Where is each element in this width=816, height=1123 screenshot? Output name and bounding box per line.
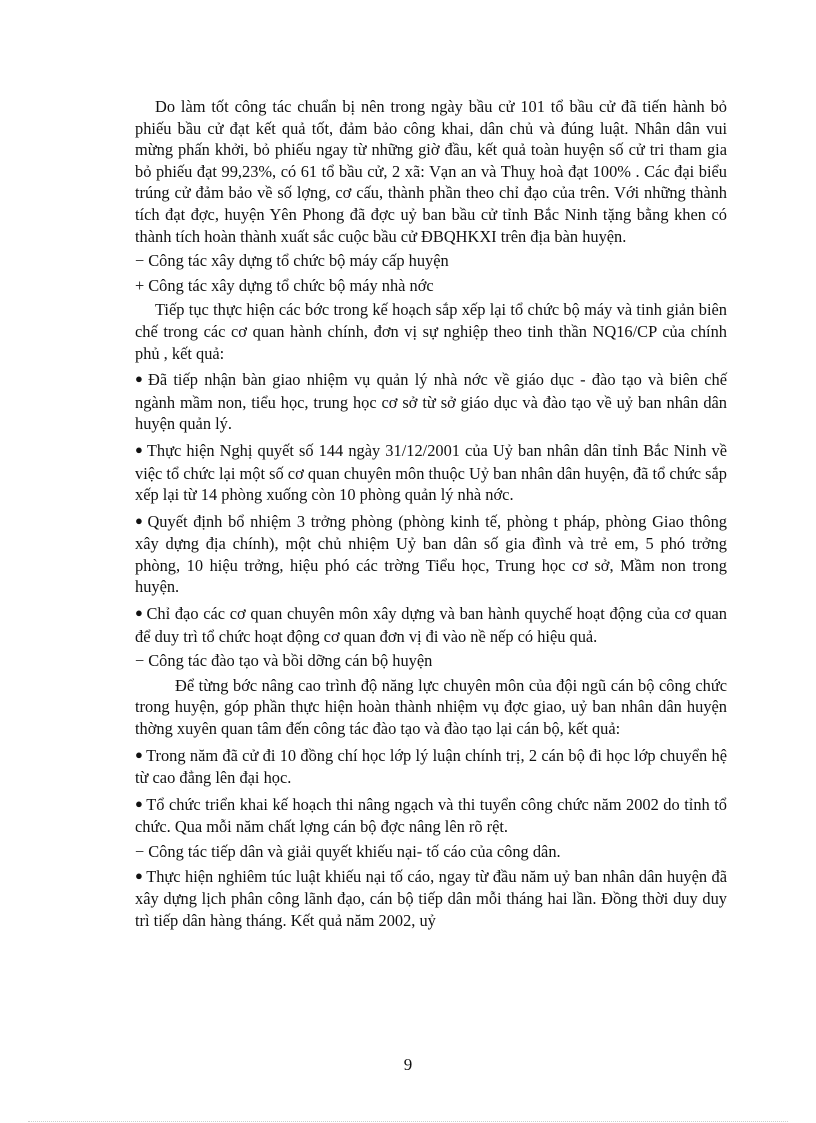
bullet-icon: ● bbox=[135, 512, 145, 528]
plus-symbol: + bbox=[135, 275, 145, 295]
bullet-item-text: Trong năm đã cử đi 10 đồng chí học lớp lý luận chính trị, 2 cán bộ đi học lớp chuyển hệ từ cao đẳng lên đại học. bbox=[135, 745, 727, 788]
bullet-icon: ● bbox=[135, 605, 144, 621]
bullet-item-text: Đã tiếp nhận bàn giao nhiệm vụ quản lý nhà nớc về giáo dục - đào tạo và biên chế ngành mầm non, tiểu học, trung học cơ sở từ sở giáo dục và đào tạo về uỷ ban nhân dân huyện quản lý. bbox=[135, 370, 727, 434]
document-body bbox=[135, 96, 727, 931]
bullet-item-political-course bbox=[135, 745, 727, 789]
bullet-item-text: Quyết định bổ nhiệm 3 trởng phòng (phòng kinh tế, phòng t pháp, phòng Giao thông xây dựng địa chính), một chủ nhiệm Uỷ ban dân số gia đình và trẻ em, 5 phó trởng phòng, 10 hiệu trởng, hiệu phó các trờng Tiểu học, Trung học cơ sở, Mầm non trong huyện. bbox=[135, 511, 727, 597]
bullet-item-resolution-144 bbox=[135, 440, 727, 506]
bullet-item-education-handover bbox=[135, 369, 727, 435]
dash-item-text: Công tác xây dựng tổ chức bộ máy cấp huyện bbox=[148, 251, 449, 271]
dash-item-text: Công tác đào tạo và bồi dỡng cán bộ huyện bbox=[148, 651, 433, 671]
bullet-item-text: Thực hiện Nghị quyết số 144 ngày 31/12/2001 của Uỷ ban nhân dân tỉnh Bắc Ninh về việc tổ chức lại một số cơ quan chuyên môn thuộc Uỷ ban nhân dân huyện, đã tổ chức sắp xếp lại từ 14 phòng xuống còn 10 phòng quản lý nhà nớc. bbox=[135, 440, 727, 505]
dash-symbol: − bbox=[135, 251, 145, 271]
bullet-icon: ● bbox=[135, 795, 144, 811]
bullet-icon: ● bbox=[135, 746, 144, 762]
footer-divider bbox=[28, 1121, 788, 1122]
dash-item-text: Công tác tiếp dân và giải quyết khiếu nại- tố cáo của công dân. bbox=[148, 842, 561, 861]
page-number: 9 bbox=[403, 1055, 413, 1074]
paragraph-training-intro: Để từng bớc nâng cao trình độ năng lực chuyên môn của đội ngũ cán bộ công chức trong huyện, góp phần thực hiện hoàn thành nhiệm vụ đợc giao, uỷ ban nhân dân huyện thờng xuyên quan tâm đến công tác đào tạo và đào tạo lại cán bộ, kết quả: bbox=[135, 675, 727, 739]
paragraph-election-results: Do làm tốt công tác chuẩn bị nên trong ngày bầu cử 101 tổ bầu cử đã tiến hành bỏ phiếu bầu cử đạt kết quả tốt, đảm bảo công khai, dân chủ và đúng luật. Nhân dân vui mừng phấn khởi, bỏ phiếu ngay từ những giờ đầu, kết quả toàn huyện số cử tri tham gia bỏ phiếu đạt 99,23%, có 61 tổ bầu cử, 2 xã: Vạn an và Thuỵ hoà đạt 100% . Các đại biểu trúng cử đảm bảo về số lợng, cơ cấu, thành phần theo chỉ đạo của trên. Với những thành tích đạt đợc, huyện Yên Phong đã đợc uỷ ban bầu cử tỉnh Bắc Ninh tặng bằng khen có thành tích hoàn thành xuất sắc cuộc bầu cử ĐBQHKXI trên địa bàn huyện. bbox=[135, 97, 727, 246]
paragraph-restructuring: Tiếp tục thực hiện các bớc trong kế hoạch sắp xếp lại tổ chức bộ máy và tinh giản biên chế trong các cơ quan hành chính, đơn vị sự nghiệp theo tinh thần NQ16/CP của chính phủ , kết quả: bbox=[135, 300, 727, 363]
dash-item-training bbox=[135, 650, 727, 672]
bullet-item-text: Chỉ đạo các cơ quan chuyên môn xây dựng và ban hành quychế hoạt động của cơ quan để duy trì tổ chức hoạt động cơ quan đơn vị đi vào nề nếp có hiệu quả. bbox=[135, 604, 727, 646]
bullet-icon: ● bbox=[135, 867, 144, 883]
dash-symbol: − bbox=[135, 651, 145, 671]
dash-item-district-apparatus bbox=[135, 250, 727, 272]
plus-item-text: Công tác xây dựng tổ chức bộ máy nhà nớc bbox=[148, 275, 434, 295]
dash-symbol: − bbox=[135, 842, 145, 861]
bullet-item-regulations bbox=[135, 603, 727, 647]
dash-item-complaints bbox=[135, 841, 727, 863]
bullet-icon: ● bbox=[135, 371, 146, 387]
bullet-item-complaint-law bbox=[135, 866, 727, 932]
bullet-item-text: Tổ chức triển khai kế hoạch thi nâng ngạch và thi tuyển công chức năm 2002 do tỉnh tổ chức. Qua mỗi năm chất lợng cán bộ đợc nâng lên rõ rệt. bbox=[135, 794, 727, 837]
bullet-item-text: Thực hiện nghiêm túc luật khiếu nại tố cáo, ngay từ đầu năm uỷ ban nhân dân huyện đã xây dựng lịch phân công lãnh đạo, cán bộ tiếp dân mỗi tháng hai lần. Đồng thời duy duy trì tiếp dân hàng tháng. Kết quả năm 2002, uỷ bbox=[135, 866, 728, 930]
bullet-item-appointments bbox=[135, 511, 727, 598]
bullet-icon: ● bbox=[135, 441, 144, 457]
plus-item-state-apparatus bbox=[135, 275, 727, 297]
bullet-item-civil-exam bbox=[135, 794, 727, 838]
